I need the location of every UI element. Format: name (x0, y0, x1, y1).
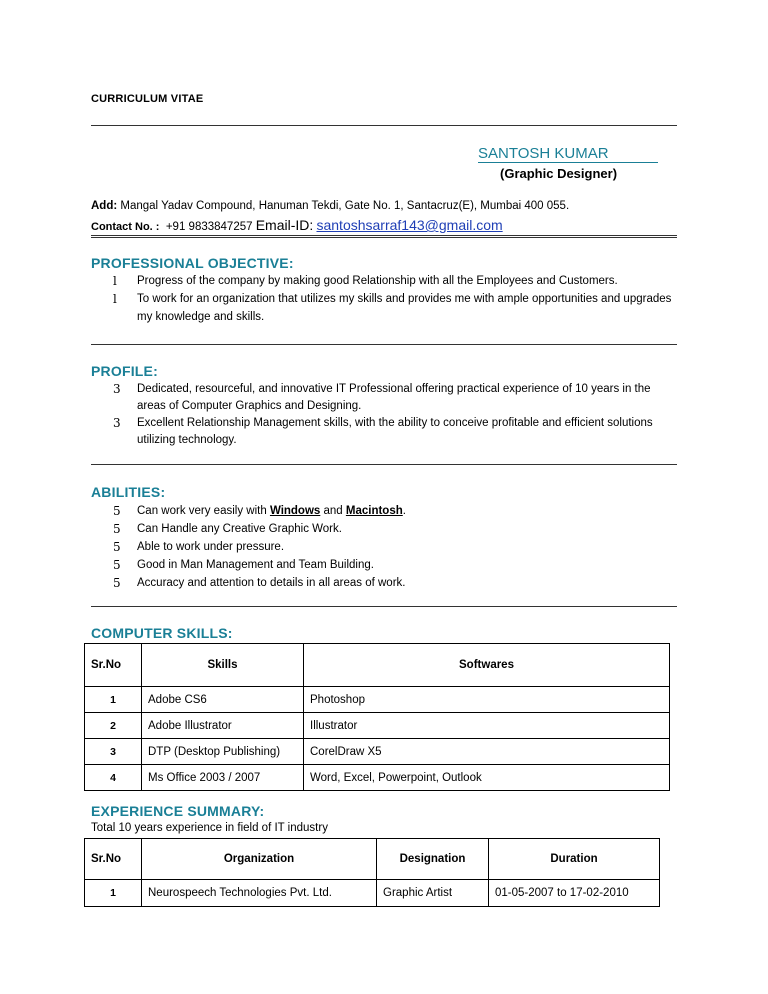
address-line (91, 200, 569, 212)
list-item-text: Can Handle any Creative Graphic Work. (137, 523, 342, 535)
list-item-text: Dedicated, resourceful, and innovative IT Professional offering practical experience of 10 years in the areas of Computer Graphics and Designing. (137, 383, 651, 412)
column-header: Skills (142, 644, 304, 687)
experience-table (84, 838, 660, 907)
list-item-text: Good in Man Management and Team Building. (137, 559, 374, 571)
phone-number: +91 9833847257 (165, 221, 253, 233)
bullet-marker: 5 (113, 504, 121, 518)
table-cell: CorelDraw X5 (304, 739, 670, 765)
list-item-text: Able to work under pressure. (137, 541, 285, 553)
contact-label: Contact No. : (91, 221, 160, 233)
divider (91, 235, 677, 238)
address-text: Mangal Yadav Compound, Hanuman Tekdi, Gate No. 1, Santacruz(E), Mumbai 400 055. (120, 200, 570, 212)
list-item-text: Accuracy and attention to details in all areas of work. (137, 577, 406, 589)
bullet-marker: l (113, 292, 117, 306)
table-cell: Adobe Illustrator (142, 713, 304, 739)
bullet-marker: l (113, 274, 117, 288)
candidate-title: (Graphic Designer) (500, 166, 618, 181)
list-item (113, 574, 678, 592)
table-cell: Word, Excel, Powerpoint, Outlook (304, 765, 670, 791)
table-cell: DTP (Desktop Publishing) (142, 739, 304, 765)
contact-line (91, 217, 503, 233)
list-item (113, 272, 678, 290)
list-item-text: Excellent Relationship Management skills, with the ability to conceive profitable and efficient solutions utilizing technology. (137, 417, 653, 446)
divider (91, 606, 677, 607)
list-item-text: Progress of the company by making good Relationship with all the Employees and Customers. (137, 275, 618, 287)
profile-list (113, 381, 678, 449)
table-row (85, 880, 660, 907)
list-item-text: and (320, 505, 346, 517)
email-label: Email-ID: (255, 217, 314, 233)
table-cell: 01-05-2007 to 17-02-2010 (489, 880, 660, 907)
bullet-marker: 3 (113, 382, 121, 396)
candidate-name: SANTOSH KUMAR (478, 145, 658, 163)
email-link[interactable]: santoshsarraf143@gmail.com (316, 217, 503, 233)
list-item (113, 290, 678, 326)
table-cell: 4 (85, 765, 142, 791)
divider (91, 464, 677, 465)
profile-heading: PROFILE: (91, 363, 158, 379)
computer-skills-heading: COMPUTER SKILLS: (91, 625, 233, 641)
table-row (85, 739, 670, 765)
divider (91, 344, 677, 345)
table-cell: Neurospeech Technologies Pvt. Ltd. (142, 880, 377, 907)
table-cell: 3 (85, 739, 142, 765)
column-header: Softwares (304, 644, 670, 687)
cv-title: CURRICULUM VITAE (91, 93, 204, 105)
table-cell: Ms Office 2003 / 2007 (142, 765, 304, 791)
abilities-heading: ABILITIES: (91, 484, 166, 500)
column-header: Duration (489, 839, 660, 880)
column-header: Organization (142, 839, 377, 880)
table-row (85, 713, 670, 739)
table-row (85, 687, 670, 713)
table-cell: Adobe CS6 (142, 687, 304, 713)
table-cell: 2 (85, 713, 142, 739)
divider (91, 125, 677, 126)
windows-text: Windows (269, 505, 321, 517)
table-cell: 1 (85, 880, 142, 907)
bullet-marker: 5 (113, 540, 121, 554)
abilities-list (113, 502, 678, 592)
column-header: Sr.No (85, 644, 142, 687)
bullet-marker: 5 (113, 522, 121, 536)
bullet-marker: 5 (113, 558, 121, 572)
experience-summary: Total 10 years experience in field of IT industry (91, 822, 328, 834)
column-header: Sr.No (85, 839, 142, 880)
table-cell: Illustrator (304, 713, 670, 739)
skills-table (84, 643, 670, 791)
objective-list (113, 272, 678, 326)
table-row (85, 765, 670, 791)
list-item (113, 556, 678, 574)
list-item (113, 415, 678, 449)
table-cell: 1 (85, 687, 142, 713)
table-cell: Graphic Artist (377, 880, 489, 907)
list-item (113, 520, 678, 538)
macintosh-text: Macintosh (345, 505, 403, 517)
experience-heading: EXPERIENCE SUMMARY: (91, 803, 265, 819)
list-item (113, 502, 678, 520)
list-item (113, 538, 678, 556)
table-header-row (85, 839, 660, 880)
table-cell: Photoshop (304, 687, 670, 713)
bullet-marker: 5 (113, 576, 121, 590)
list-item-text: To work for an organization that utilizes my skills and provides me with ample opportunities and upgrades my knowledge and skills. (137, 293, 672, 323)
list-item-text: Can work very easily with (137, 505, 270, 517)
objective-heading: PROFESSIONAL OBJECTIVE: (91, 255, 294, 271)
list-item-text: . (402, 505, 406, 517)
bullet-marker: 3 (113, 416, 121, 430)
address-label: Add: (91, 200, 118, 212)
column-header: Designation (377, 839, 489, 880)
table-header-row (85, 644, 670, 687)
list-item (113, 381, 678, 415)
